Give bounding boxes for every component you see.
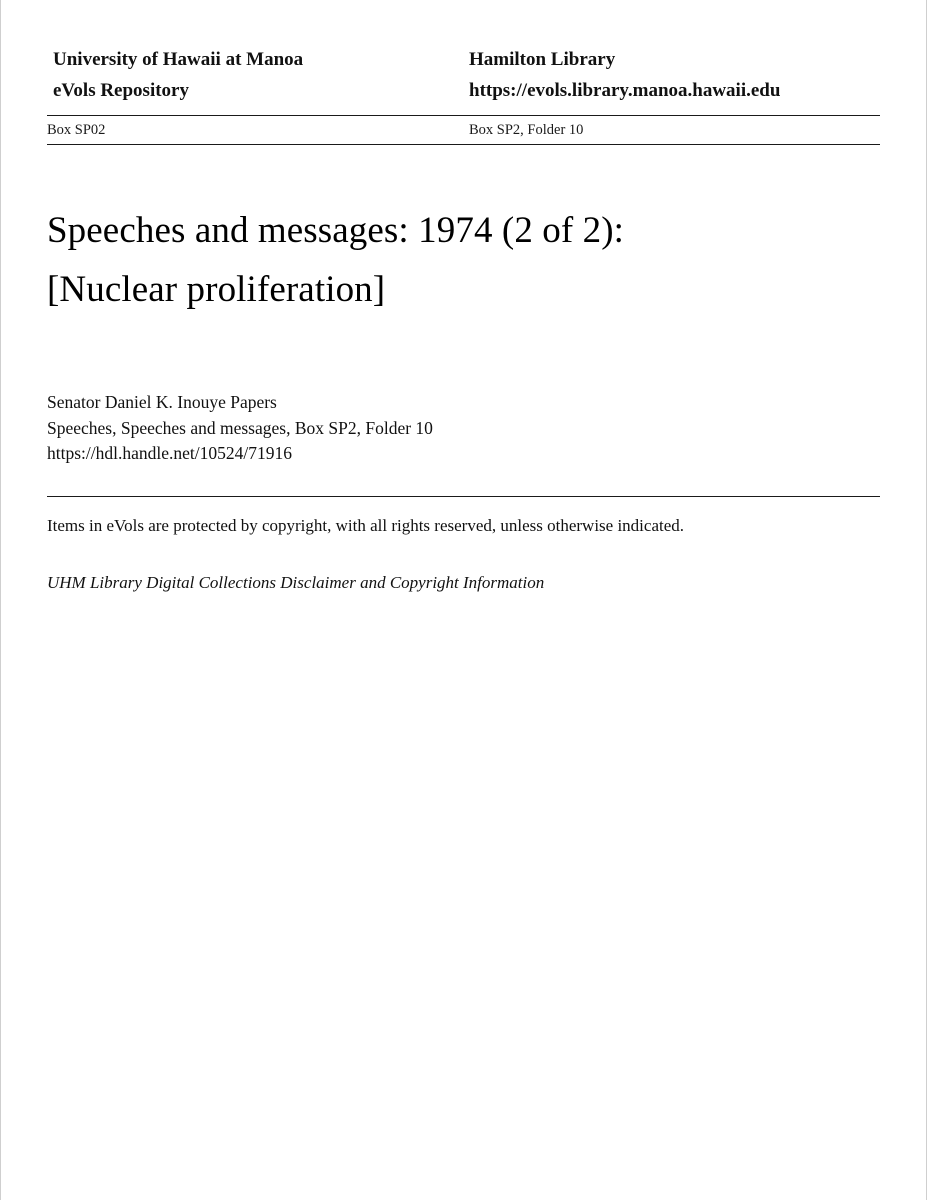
- header-left-column-2: [47, 75, 469, 106]
- header-row-institution: [47, 44, 880, 75]
- page-content: [47, 0, 880, 595]
- header-row-repository: [47, 75, 880, 106]
- citation-divider: [47, 496, 880, 497]
- box-info-row: [47, 116, 880, 144]
- header-divider-bottom: [47, 144, 880, 145]
- box-folder-identifier: Box SP2, Folder 10: [469, 122, 584, 138]
- page-title-line-1: Speeches and messages: 1974 (2 of 2):: [47, 210, 625, 251]
- page-title-line-2: [Nuclear proliferation]: [47, 269, 386, 310]
- header-left-column: [47, 44, 469, 75]
- header-right-column: [469, 44, 880, 75]
- handle-url[interactable]: https://hdl.handle.net/10524/71916: [47, 443, 292, 464]
- institution-name: University of Hawaii at Manoa: [53, 49, 304, 70]
- box-right-column: [469, 116, 880, 144]
- page-title: [47, 201, 880, 319]
- repository-name: eVols Repository: [53, 80, 189, 101]
- series-and-location: Speeches, Speeches and messages, Box SP2, Folder 10: [47, 417, 433, 438]
- box-identifier: Box SP02: [47, 122, 106, 138]
- document-header: [47, 0, 880, 145]
- disclaimer-link[interactable]: UHM Library Digital Collections Disclaimer and Copyright Information: [47, 572, 545, 592]
- collection-name: Senator Daniel K. Inouye Papers: [47, 392, 277, 412]
- header-right-column-2: [469, 75, 880, 106]
- box-left-column: [47, 116, 469, 144]
- citation-block: [47, 390, 880, 467]
- repository-url[interactable]: https://evols.library.manoa.hawaii.edu: [469, 80, 781, 101]
- rights-statement: Items in eVols are protected by copyright, with all rights reserved, unless otherwise indicated.: [47, 515, 685, 535]
- library-name: Hamilton Library: [469, 49, 616, 70]
